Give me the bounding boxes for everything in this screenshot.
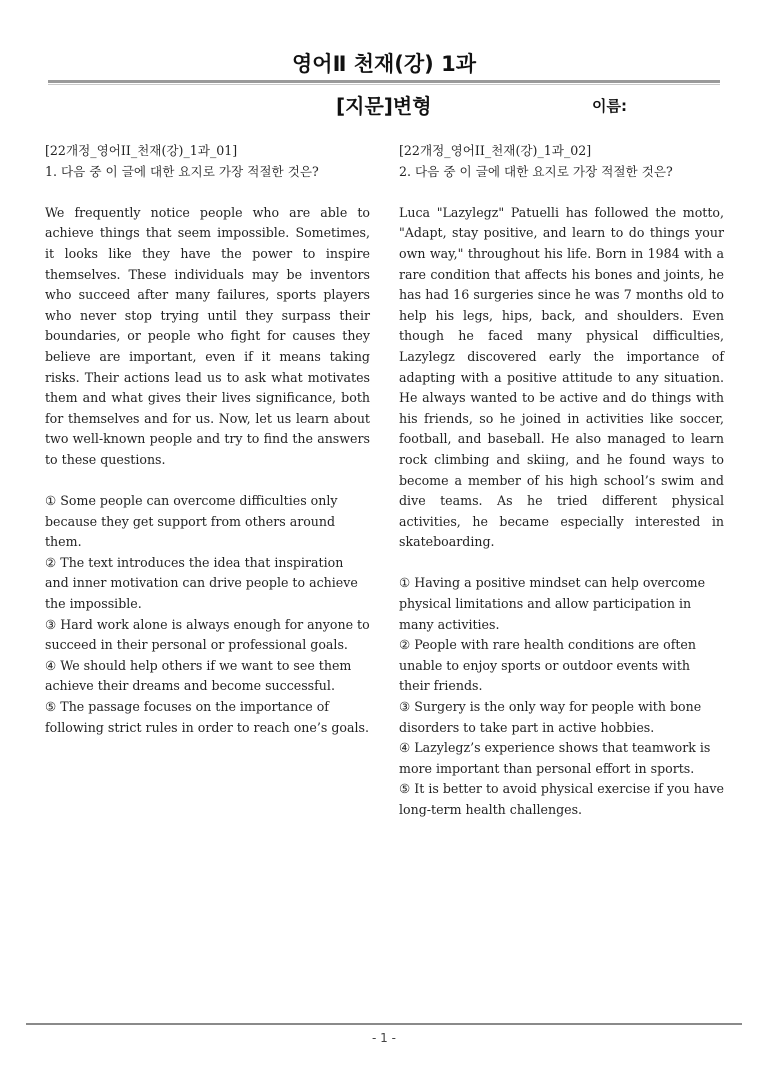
question-block-1 (45, 141, 370, 738)
answer-option[interactable]: ③ Hard work alone is always enough for anyone to succeed in their personal or professional goals. (45, 616, 370, 653)
name-field-label: 이름: (592, 97, 627, 115)
answer-option[interactable]: ④ Lazylegz’s experience shows that teamwork is more important than personal effort in sports. (399, 740, 711, 776)
question-prompt: 1. 다음 중 이 글에 대한 요지로 가장 적절한 것은? (45, 163, 319, 179)
reading-passage: Luca "Lazylegz" Patuelli has followed the motto, "Adapt, stay positive, and learn to do things your own way," throughout his life. Born in 1984 with a rare condition that affects his bones and joints, he has had 16 surgeries since he was 7 months old to help his legs, hips, back, and shoulders. Even though he faced many physical difficulties, Lazylegz discovered early the importance of adapting with a positive attitude to any situation. He always wanted to be active and do things with his friends, so he joined in activities like soccer, football, and baseball. He also managed to learn rock climbing and skiing, and he found ways to become a member of his high school’s swim and dive teams. As he tried different physical activities, he became especially interested in skateboarding. (399, 204, 724, 550)
reading-passage: We frequently notice people who are able to achieve things that seem impossible. Sometimes, it looks like they have the power to inspire themselves. These individuals may be inventors who succeed after many failures, sports players who never stop trying until they surpass their boundaries, or people who fight for causes they believe are important, even if it means taking risks. Their actions lead us to ask what motivates them and what gives their lives significance, both for themselves and for us. Now, let us learn about two well-known people and try to find the answers to these questions. (45, 204, 370, 467)
answer-option[interactable]: ② The text introduces the idea that inspiration and inner motivation can drive people to achieve the impossible. (45, 554, 358, 612)
answer-option[interactable]: ① Some people can overcome difficulties only because they get support from others around them. (45, 493, 338, 550)
answer-option[interactable]: ① Having a positive mindset can help overcome physical limitations and allow participation in many activities. (399, 575, 706, 632)
question-prompt: 2. 다음 중 이 글에 대한 요지로 가장 적절한 것은? (399, 163, 673, 179)
footer-divider (26, 1023, 742, 1025)
worksheet-subtitle: [지문]변형 (336, 94, 432, 118)
question-code: [22개정_영어II_천재(강)_1과_02] (399, 143, 592, 158)
question-block-2 (399, 141, 724, 821)
header-divider-thin (48, 84, 720, 85)
question-code: [22개정_영어II_천재(강)_1과_01] (45, 143, 238, 158)
answer-option[interactable]: ② People with rare health conditions are often unable to enjoy sports or outdoor events with their friends. (399, 637, 696, 694)
answer-option[interactable]: ③ Surgery is the only way for people with bone disorders to take part in active hobbies. (399, 699, 702, 735)
answer-options (399, 573, 724, 820)
answer-option[interactable]: ⑤ It is better to avoid physical exercise if you have long-term health challenges. (399, 781, 724, 817)
page-number: - 1 - (372, 1031, 396, 1045)
answer-option[interactable]: ⑤ The passage focuses on the importance of following strict rules in order to reach one’s goals. (45, 699, 369, 735)
answer-options (45, 491, 370, 738)
header-divider (48, 80, 720, 83)
page-title: 영어Ⅱ 천재(강) 1과 (292, 52, 476, 76)
answer-option[interactable]: ④ We should help others if we want to see them achieve their dreams and become successful. (45, 657, 352, 694)
